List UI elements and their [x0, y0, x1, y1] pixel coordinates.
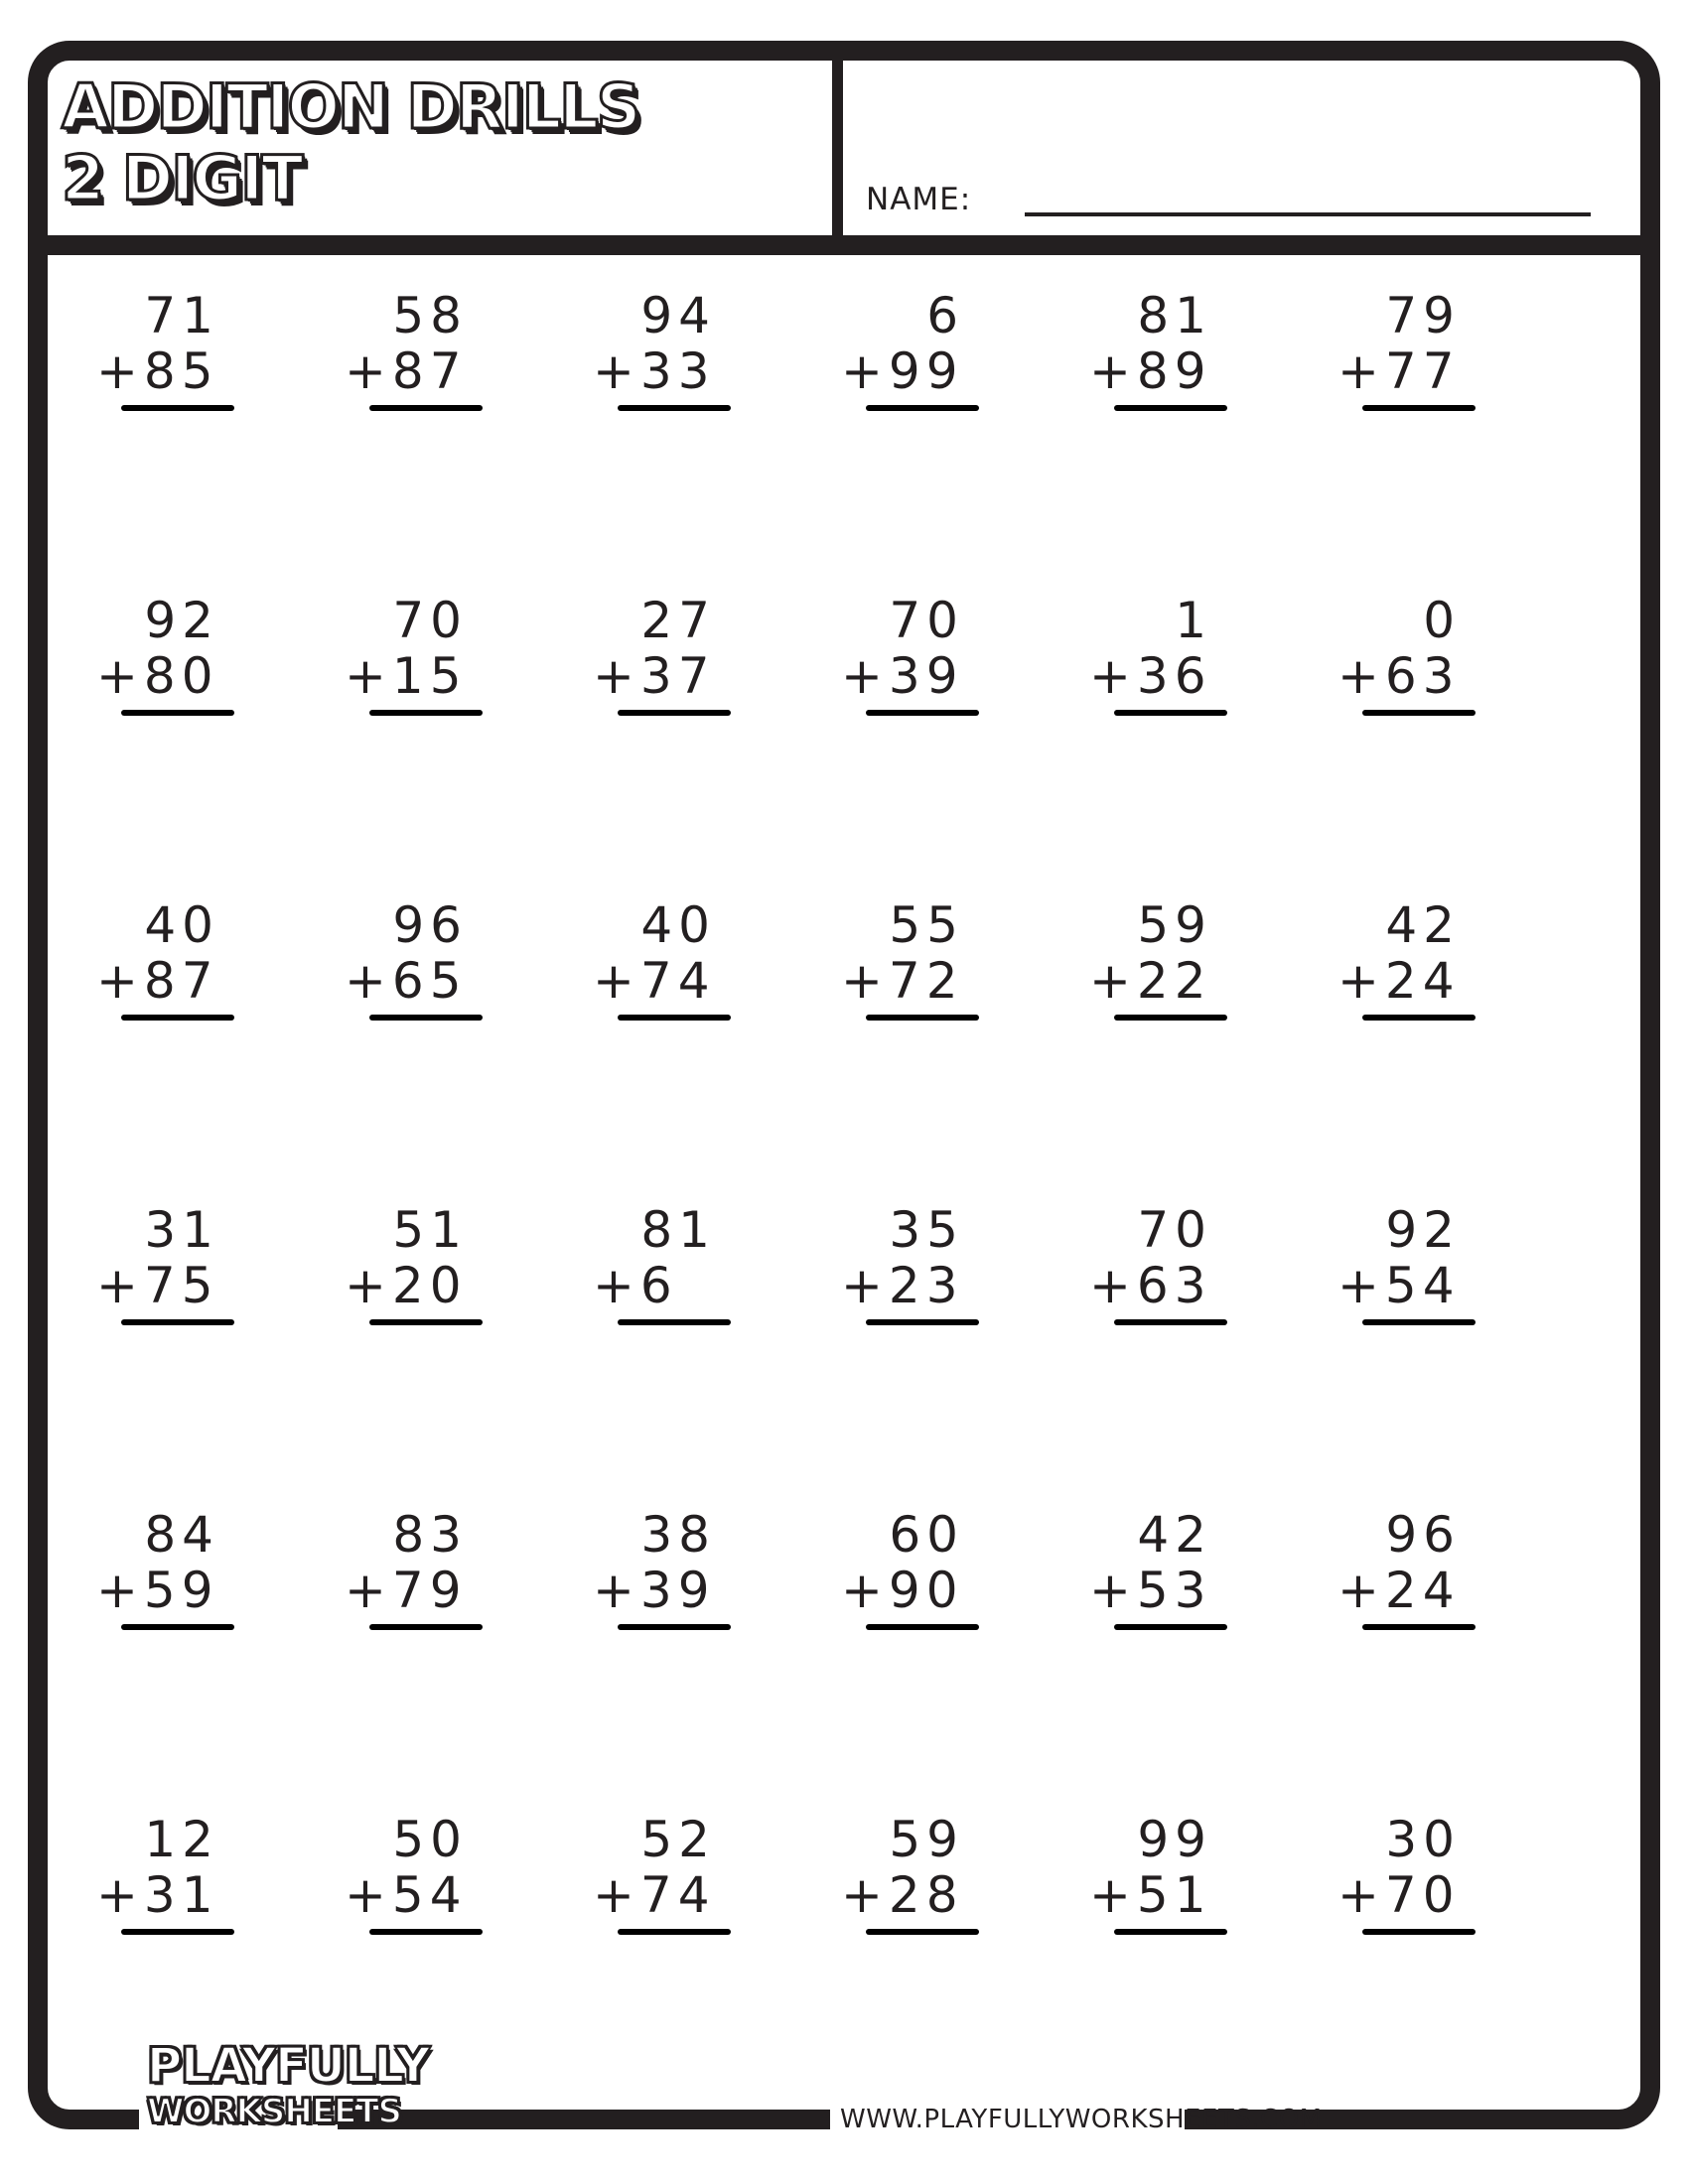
addend-top: 40: [640, 896, 716, 954]
addend-bottom: +33: [593, 342, 716, 400]
addend-bottom: +80: [96, 647, 219, 705]
addition-problem: [1089, 1507, 1278, 1646]
addend-bottom: +39: [593, 1562, 716, 1619]
answer-line[interactable]: [1114, 1015, 1227, 1021]
addend-top: 50: [392, 1811, 468, 1868]
addend-bottom: +59: [96, 1562, 219, 1619]
addend-top: 81: [1137, 287, 1212, 344]
answer-line[interactable]: [1114, 1929, 1227, 1935]
addend-top: 59: [1137, 896, 1212, 954]
addition-problem: [96, 1812, 285, 1951]
answer-line[interactable]: [618, 405, 731, 411]
addend-bottom: +15: [345, 647, 468, 705]
answer-line[interactable]: [1362, 1015, 1476, 1021]
addend-bottom: +65: [345, 952, 468, 1010]
addition-problem: [345, 288, 533, 427]
addition-problem: [96, 593, 285, 732]
answer-line[interactable]: [866, 1319, 979, 1325]
addend-top: 59: [889, 1811, 964, 1868]
header-vertical-divider: [832, 41, 843, 245]
addend-bottom: +23: [841, 1257, 964, 1314]
addend-bottom: +74: [593, 1866, 716, 1924]
answer-line[interactable]: [1114, 1624, 1227, 1630]
addend-top: 70: [1137, 1201, 1212, 1259]
addend-bottom: +70: [1337, 1866, 1461, 1924]
addend-bottom: +36: [1089, 647, 1212, 705]
addend-top: 70: [889, 592, 964, 649]
addition-problem: [1089, 897, 1278, 1036]
answer-line[interactable]: [866, 710, 979, 716]
answer-line[interactable]: [121, 1929, 234, 1935]
addend-top: 0: [1423, 592, 1461, 649]
addend-bottom: +31: [96, 1866, 219, 1924]
answer-line[interactable]: [1362, 710, 1476, 716]
addend-bottom: +87: [96, 952, 219, 1010]
answer-line[interactable]: [121, 405, 234, 411]
addend-bottom: +99: [841, 342, 964, 400]
addend-top: 79: [1385, 287, 1461, 344]
addend-top: 92: [144, 592, 219, 649]
addition-problem: [1337, 1812, 1526, 1951]
answer-line[interactable]: [618, 1015, 731, 1021]
addend-top: 6: [926, 287, 964, 344]
addend-bottom: +6: [593, 1257, 678, 1314]
addend-top: 96: [1385, 1506, 1461, 1564]
addend-top: 55: [889, 896, 964, 954]
addition-problem: [841, 897, 1030, 1036]
answer-line[interactable]: [866, 1929, 979, 1935]
answer-line[interactable]: [866, 1624, 979, 1630]
title-line-2: 2 DIGIT: [62, 142, 302, 214]
addend-bottom: +54: [345, 1866, 468, 1924]
title-line-1: ADDITION DRILLS: [62, 70, 639, 143]
addend-bottom: +54: [1337, 1257, 1461, 1314]
addend-top: 40: [144, 896, 219, 954]
addend-bottom: +85: [96, 342, 219, 400]
addend-bottom: +72: [841, 952, 964, 1010]
addition-problem: [593, 897, 781, 1036]
addition-problem: [593, 1507, 781, 1646]
addend-bottom: +63: [1337, 647, 1461, 705]
footer-url: WWW.PLAYFULLYWORKSHEETS.COM: [840, 2105, 1323, 2134]
answer-line[interactable]: [369, 405, 483, 411]
addend-top: 81: [640, 1201, 716, 1259]
addend-top: 70: [392, 592, 468, 649]
addend-bottom: +75: [96, 1257, 219, 1314]
answer-line[interactable]: [618, 1624, 731, 1630]
answer-line[interactable]: [121, 1015, 234, 1021]
addition-problem: [345, 897, 533, 1036]
answer-line[interactable]: [121, 1319, 234, 1325]
addition-problem: [96, 288, 285, 427]
addend-bottom: +39: [841, 647, 964, 705]
answer-line[interactable]: [369, 710, 483, 716]
addend-bottom: +87: [345, 342, 468, 400]
addend-top: 96: [392, 896, 468, 954]
answer-line[interactable]: [1362, 405, 1476, 411]
answer-line[interactable]: [369, 1319, 483, 1325]
addend-top: 99: [1137, 1811, 1212, 1868]
answer-line[interactable]: [618, 1929, 731, 1935]
addend-top: 60: [889, 1506, 964, 1564]
answer-line[interactable]: [1362, 1929, 1476, 1935]
addend-top: 31: [144, 1201, 219, 1259]
addend-top: 42: [1137, 1506, 1212, 1564]
answer-line[interactable]: [121, 1624, 234, 1630]
addend-bottom: +37: [593, 647, 716, 705]
addend-top: 51: [392, 1201, 468, 1259]
answer-line[interactable]: [618, 710, 731, 716]
worksheet-title: [62, 71, 638, 214]
answer-line[interactable]: [1362, 1319, 1476, 1325]
addition-problem: [345, 1507, 533, 1646]
header-divider: [28, 235, 1660, 255]
addend-top: 84: [144, 1506, 219, 1564]
answer-line[interactable]: [369, 1015, 483, 1021]
answer-line[interactable]: [1114, 710, 1227, 716]
answer-line[interactable]: [866, 405, 979, 411]
addend-bottom: +90: [841, 1562, 964, 1619]
addend-bottom: +24: [1337, 1562, 1461, 1619]
addend-top: 30: [1385, 1811, 1461, 1868]
addend-bottom: +24: [1337, 952, 1461, 1010]
addition-problem: [841, 1202, 1030, 1341]
addend-top: 58: [392, 287, 468, 344]
addend-top: 94: [640, 287, 716, 344]
addend-bottom: +28: [841, 1866, 964, 1924]
addend-bottom: +63: [1089, 1257, 1212, 1314]
addition-problem: [1337, 288, 1526, 427]
addition-problem: [1337, 897, 1526, 1036]
addition-problem: [593, 593, 781, 732]
logo-line-1: PLAYFULLY: [147, 2038, 430, 2094]
addition-problem: [345, 593, 533, 732]
name-label: NAME:: [866, 182, 972, 217]
logo-line-2: WORKSHEETS: [147, 2092, 402, 2131]
addition-problem: [96, 1202, 285, 1341]
addend-bottom: +51: [1089, 1866, 1212, 1924]
addend-bottom: +22: [1089, 952, 1212, 1010]
addition-problem: [1089, 1202, 1278, 1341]
addition-problem: [841, 593, 1030, 732]
addend-bottom: +89: [1089, 342, 1212, 400]
addition-problem: [593, 1812, 781, 1951]
addition-problem: [593, 1202, 781, 1341]
addition-problem: [1337, 1202, 1526, 1341]
addend-top: 1: [1175, 592, 1212, 649]
addend-bottom: +53: [1089, 1562, 1212, 1619]
addition-problem: [1337, 1507, 1526, 1646]
addition-problem: [841, 1507, 1030, 1646]
brand-logo: [147, 2038, 430, 2139]
answer-line[interactable]: [121, 710, 234, 716]
addition-problem: [1337, 593, 1526, 732]
addition-problem: [841, 288, 1030, 427]
answer-line[interactable]: [1114, 1319, 1227, 1325]
name-field[interactable]: [1025, 212, 1591, 216]
addition-problem: [1089, 288, 1278, 427]
addend-bottom: +77: [1337, 342, 1461, 400]
addend-bottom: +74: [593, 952, 716, 1010]
answer-line[interactable]: [369, 1929, 483, 1935]
addition-problem: [96, 897, 285, 1036]
addend-top: 52: [640, 1811, 716, 1868]
addend-top: 38: [640, 1506, 716, 1564]
answer-line[interactable]: [369, 1624, 483, 1630]
addend-top: 35: [889, 1201, 964, 1259]
addition-problem: [841, 1812, 1030, 1951]
answer-line[interactable]: [866, 1015, 979, 1021]
addition-problem: [1089, 1812, 1278, 1951]
addition-problem: [593, 288, 781, 427]
addition-problem: [1089, 593, 1278, 732]
addend-top: 83: [392, 1506, 468, 1564]
addend-top: 42: [1385, 896, 1461, 954]
addend-bottom: +20: [345, 1257, 468, 1314]
answer-line[interactable]: [1114, 405, 1227, 411]
addition-problem: [345, 1812, 533, 1951]
addition-problem: [345, 1202, 533, 1341]
addend-top: 12: [144, 1811, 219, 1868]
addend-top: 27: [640, 592, 716, 649]
answer-line[interactable]: [618, 1319, 731, 1325]
addend-bottom: +79: [345, 1562, 468, 1619]
answer-line[interactable]: [1362, 1624, 1476, 1630]
addition-problem: [96, 1507, 285, 1646]
addend-top: 92: [1385, 1201, 1461, 1259]
addend-top: 71: [144, 287, 219, 344]
